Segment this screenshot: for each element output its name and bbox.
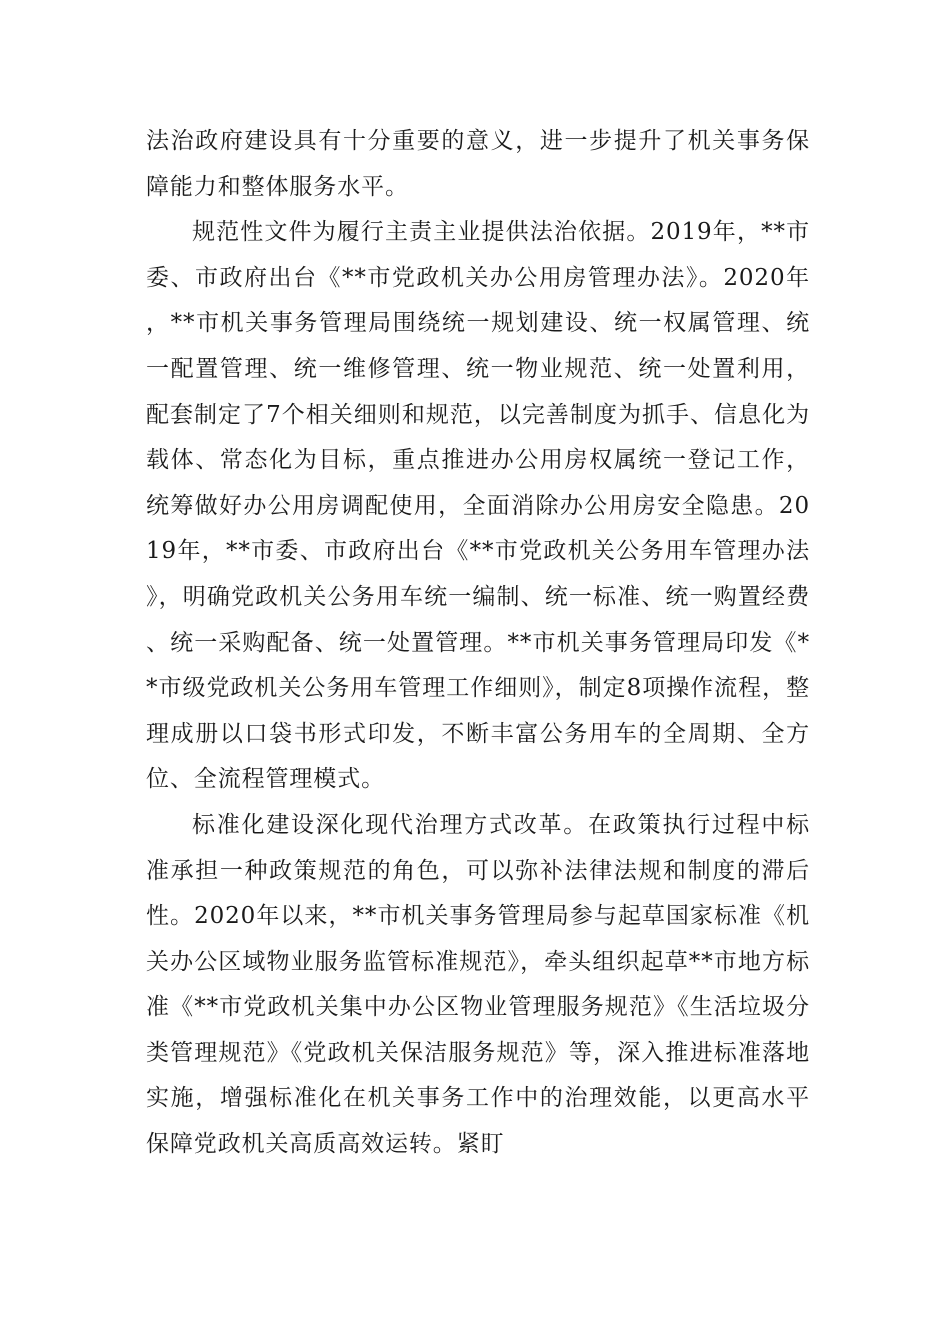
document-body [146, 119, 810, 1168]
paragraph-continuation: 法治政府建设具有十分重要的意义，进一步提升了机关事务保障能力和整体服务水平。 [146, 128, 810, 200]
paragraph-normative-documents: 规范性文件为履行主责主业提供法治依据。2019年，**市委、市政府出台《**市党政机关办公用房管理办法》。2020年，**市机关事务管理局围绕统一规划建设、统一权属管理、统一配置管理、统一维修管理、统一物业规范、统一处置利用，配套制定了7个相关细则和规范，以完善制度为抓手、信息化为载体、常态化为目标，重点推进办公用房权属统一登记工作，统筹做好办公用房调配使用，全面消除办公用房安全隐患。2019年，**市委、市政府出台《**市党政机关公务用车管理办法》，明确党政机关公务用车统一编制、统一标准、统一购置经费、统一采购配备、统一处置管理。**市机关事务管理局印发《**市级党政机关公务用车管理工作细则》，制定8项操作流程，整理成册以口袋书形式印发，不断丰富公务用车的全周期、全方位、全流程管理模式。 [146, 219, 810, 793]
paragraph-standardization: 标准化建设深化现代治理方式改革。在政策执行过程中标准承担一种政策规范的角色，可以弥补法律法规和制度的滞后性。2020年以来，**市机关事务管理局参与起草国家标准《机关办公区域物业服务监管标准规范》，牵头组织起草**市地方标准《**市党政机关集中办公区物业管理服务规范》《生活垃圾分类管理规范》《党政机关保洁服务规范》等，深入推进标准落地实施，增强标准化在机关事务工作中的治理效能，以更高水平保障党政机关高质高效运转。紧盯 [146, 811, 810, 1158]
